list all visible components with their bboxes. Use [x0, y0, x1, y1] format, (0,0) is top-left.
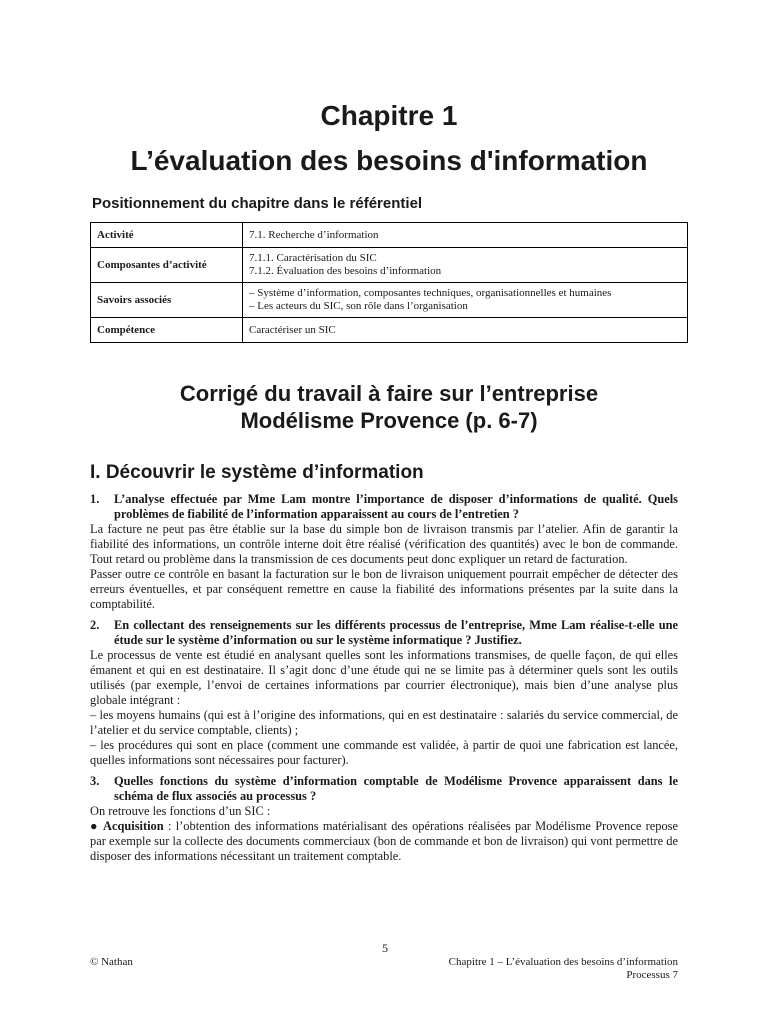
corrige-line-1: Corrigé du travail à faire sur l’entreprise: [179, 381, 599, 406]
answer-paragraph: [90, 819, 678, 864]
corrige-line-2: Modélisme Provence (p. 6-7): [240, 408, 538, 433]
row-key: Activité: [91, 223, 243, 248]
footer-process: Processus 7: [626, 969, 678, 981]
chapter-number: Chapitre 1: [320, 100, 458, 131]
row-value: [243, 318, 688, 343]
corrige-heading: [90, 380, 688, 434]
question-text: En collectant des renseignements sur les différents processus de l’entreprise, Mme Lam réalise-t-elle une étude sur le système d’information ou sur le système informatique ? Justifiez.: [114, 618, 678, 647]
answer-paragraph: La facture ne peut pas être établie sur la base du simple bon de livraison transmis par l’atelier. Afin de garantir la fiabilité des informations, un contrôle interne doit être réalisé (vérification des quantités) avec le bon de commande. Tout retard ou problème dans la transmission de ces documents peut donc expliquer un retard de facturation.: [90, 522, 678, 566]
term-acquisition: Acquisition: [103, 819, 164, 833]
row-value: [243, 283, 688, 318]
question-text: Quelles fonctions du système d’information comptable de Modélisme Provence apparaissent dans le schéma de flux associés au processus ?: [114, 774, 678, 803]
question-1: [90, 492, 678, 522]
document-page: [90, 0, 688, 1024]
question-text: L’analyse effectuée par Mme Lam montre l’importance de disposer d’informations de qualité. Quels problèmes de fiabilité de l’information apparaissent au cours de l’entretien ?: [114, 492, 678, 521]
answer-text: : l’obtention des informations matérialisant des opérations réalisées par Modélisme Provence repose par exemple sur la collecte des documents commerciaux (bon de commande et bon de livraison) qui vont permettre de disposer des informations nécessitant un traitement comptable.: [90, 819, 678, 863]
table-row: [91, 223, 688, 248]
footer-copyright: © Nathan: [90, 956, 133, 968]
answer-paragraph: – les procédures qui sont en place (comment une commande est validée, à partir de quoi une fabrication est lancée, quelles informations sont nécessaires pour facturer).: [90, 738, 678, 767]
answer-paragraph: Le processus de vente est étudié en analysant quelles sont les informations transmises, de quelle façon, de qui elles émanent et qui en est destinataire. Il s’agit donc d’une étude qui ne se limite pas à déterminer quels sont les outils utilisés (par exemple, l’envoi de certaines informations par courrier électronique), mais bien d’une analyse plus globale intégrant :: [90, 648, 678, 707]
row-value-line: 7.1. Recherche d’information: [249, 228, 379, 241]
chapter-title: L’évaluation des besoins d'information: [130, 145, 648, 176]
answer-paragraph: Passer outre ce contrôle en basant la facturation sur le bon de livraison uniquement pourrait empêcher de détecter des erreurs éventuelles, et par conséquent remettre en cause la fiabilité des informations présentes par la suite dans la comptabilité.: [90, 567, 678, 611]
page-number: 5: [382, 941, 388, 955]
footer-chapter-info: [449, 956, 678, 982]
row-key: Compétence: [91, 318, 243, 343]
referential-table: [90, 222, 688, 343]
section-heading: I. Découvrir le système d’information: [90, 462, 424, 483]
row-value: [243, 223, 688, 248]
row-value-line: – Système d’information, composantes techniques, organisationnelles et humaines: [249, 287, 612, 299]
question-number: 1.: [90, 492, 100, 506]
bullet-icon: ●: [90, 819, 99, 833]
row-value-line: Caractériser un SIC: [249, 323, 336, 336]
row-key: Composantes d’activité: [91, 248, 243, 283]
question-number: 3.: [90, 774, 100, 788]
row-value: [243, 248, 688, 283]
positioning-heading: Positionnement du chapitre dans le référentiel: [92, 195, 423, 212]
question-number: 2.: [90, 618, 100, 632]
row-value-line: 7.1.2. Évaluation des besoins d’information: [249, 265, 442, 277]
section-body: [90, 492, 678, 864]
question-2: [90, 618, 678, 648]
table-row: [91, 318, 688, 343]
question-3: [90, 774, 678, 804]
row-value-line: – Les acteurs du SIC, son rôle dans l’organisation: [249, 300, 468, 312]
footer-chapter-title: Chapitre 1 – L’évaluation des besoins d’information: [448, 956, 678, 968]
answer-paragraph: On retrouve les fonctions d’un SIC :: [90, 804, 271, 818]
answer-paragraph: – les moyens humains (qui est à l’origine des informations, qui en est destinataire : salariés du service commercial, de l’atelier et du service comptable, clients) ;: [90, 708, 678, 737]
table-row: [91, 283, 688, 318]
table-row: [91, 248, 688, 283]
row-value-line: 7.1.1. Caractérisation du SIC: [249, 252, 377, 264]
row-key: Savoirs associés: [91, 283, 243, 318]
